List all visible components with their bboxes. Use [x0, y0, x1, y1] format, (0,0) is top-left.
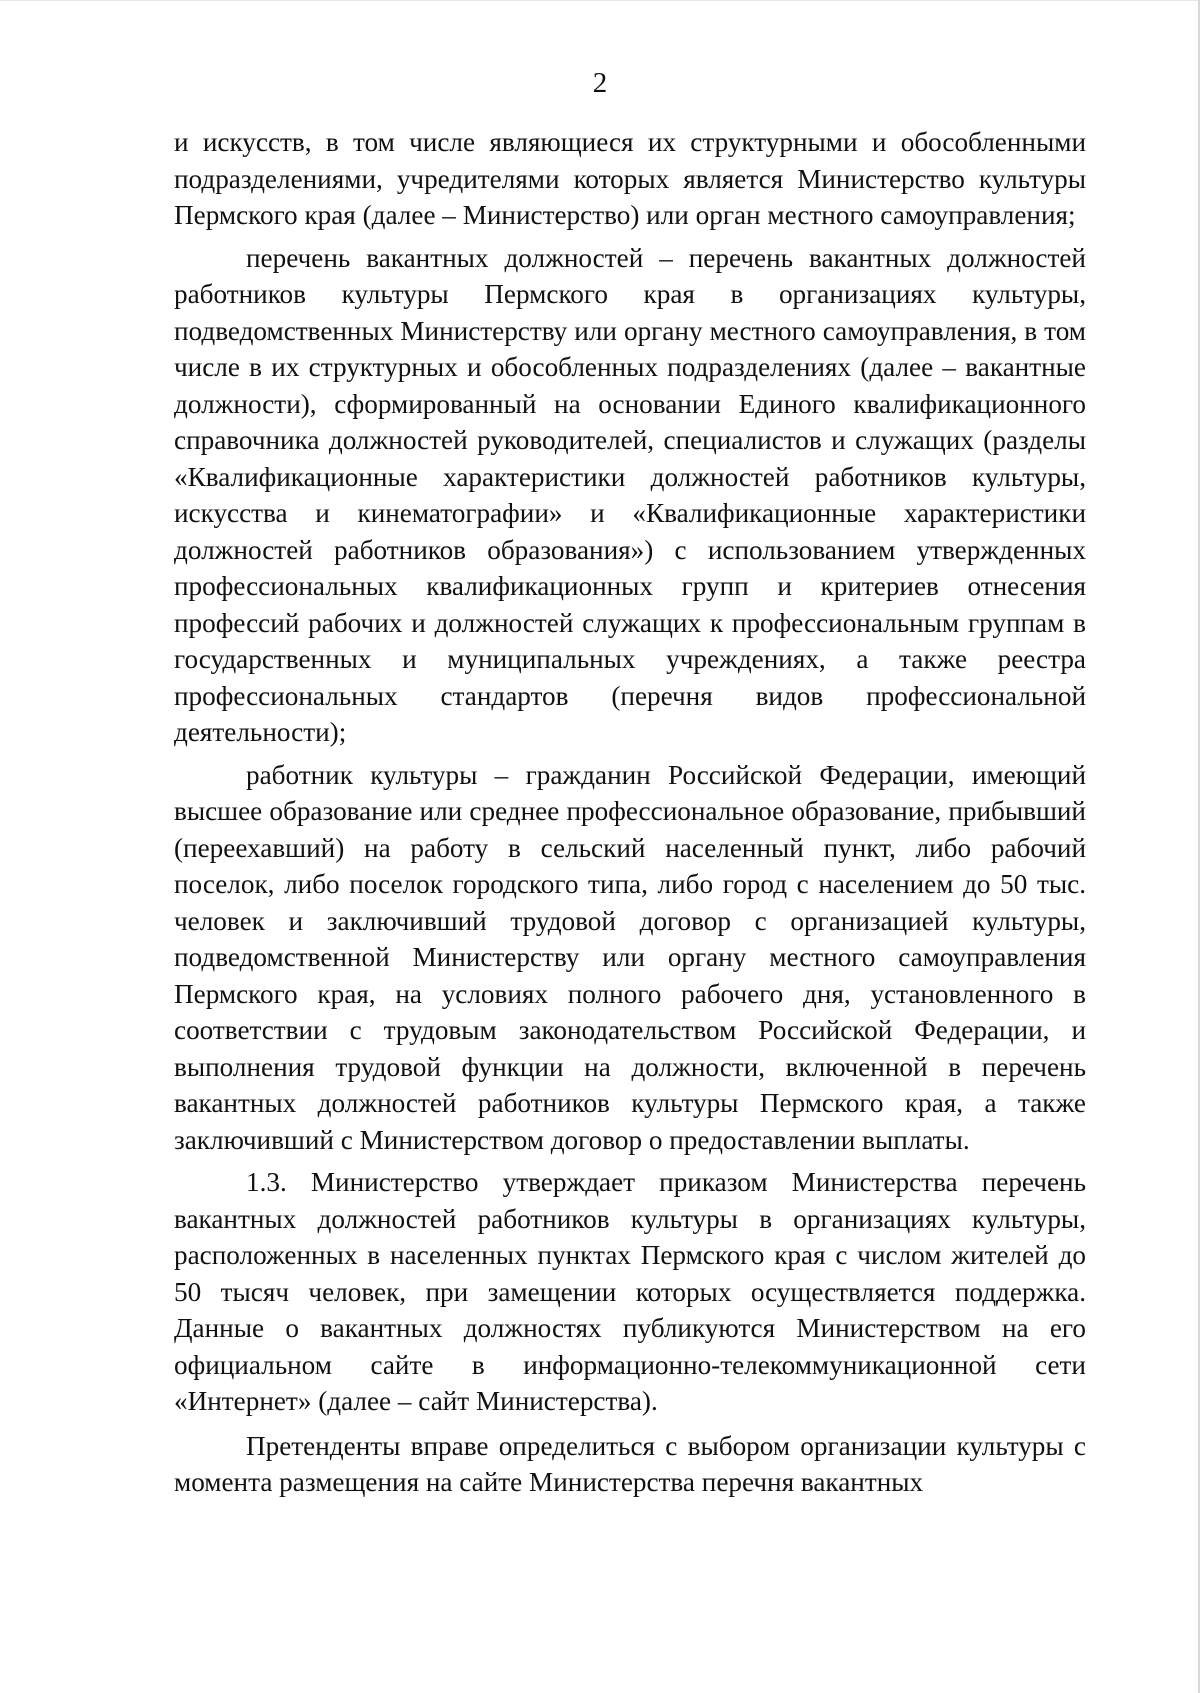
document-body [174, 124, 1086, 1501]
paragraph-vacant-positions-definition: перечень вакантных должностей – перечень вакантных должностей работников культуры Пермского края в организациях культуры, подведомственных Министерству или органу местного самоуправления, в том числе в их структурных и обособленных подразделениях (далее – вакантные должности), сформированный на основании Единого квалификационного справочника должностей руководителей, специалистов и служащих (разделы «Квалификационные характеристики должностей работников культуры, искусства и кинематографии» и «Квалификационные характеристики должностей работников образования») с использованием утвержденных профессиональных квалификационных групп и критериев отнесения профессий рабочих и должностей служащих к профессиональным группам в государственных и муниципальных учреждениях, а также реестра профессиональных стандартов (перечня видов профессиональной деятельности); [174, 242, 1086, 747]
paragraph-continuation: и искусств, в том числе являющиеся их структурными и обособленными подразделениями, учредителями которых является Министерство культуры Пермского края (далее – Министерство) или орган местного самоуправления; [174, 127, 1086, 230]
paragraph-applicants: Претенденты вправе определиться с выбором организации культуры с момента размещения на сайте Министерства перечня вакантных [174, 1430, 1086, 1497]
paragraph-clause-1-3: 1.3. Министерство утверждает приказом Министерства перечень вакантных должностей работников культуры в организациях культуры, расположенных в населенных пунктах Пермского края с числом жителей до 50 тысяч человек, при замещении которых осуществляется поддержка. Данные о вакантных должностях публикуются Министерством на его официальном сайте в информационно-телекоммуникационной сети «Интернет» (далее – сайт Министерства). [174, 1167, 1086, 1416]
scan-edge-top [0, 0, 1200, 1]
page-number: 2 [592, 67, 608, 99]
paragraph-culture-worker-definition: работник культуры – гражданин Российской Федерации, имеющий высшее образование или среднее профессиональное образование, прибывший (переехавший) на работу в сельский населенный пункт, либо рабочий поселок, либо поселок городского типа, либо город с населением до 50 тыс. человек и заключивший трудовой договор с организацией культуры, подведомственной Министерству или органу местного самоуправления Пермского края, на условиях полного рабочего дня, установленного в соответствии с трудовым законодательством Российской Федерации, и выполнения трудовой функции на должности, включенной в перечень вакантных должностей работников культуры Пермского края, а также заключивший с Министерством договор о предоставлении выплаты. [174, 759, 1086, 1155]
